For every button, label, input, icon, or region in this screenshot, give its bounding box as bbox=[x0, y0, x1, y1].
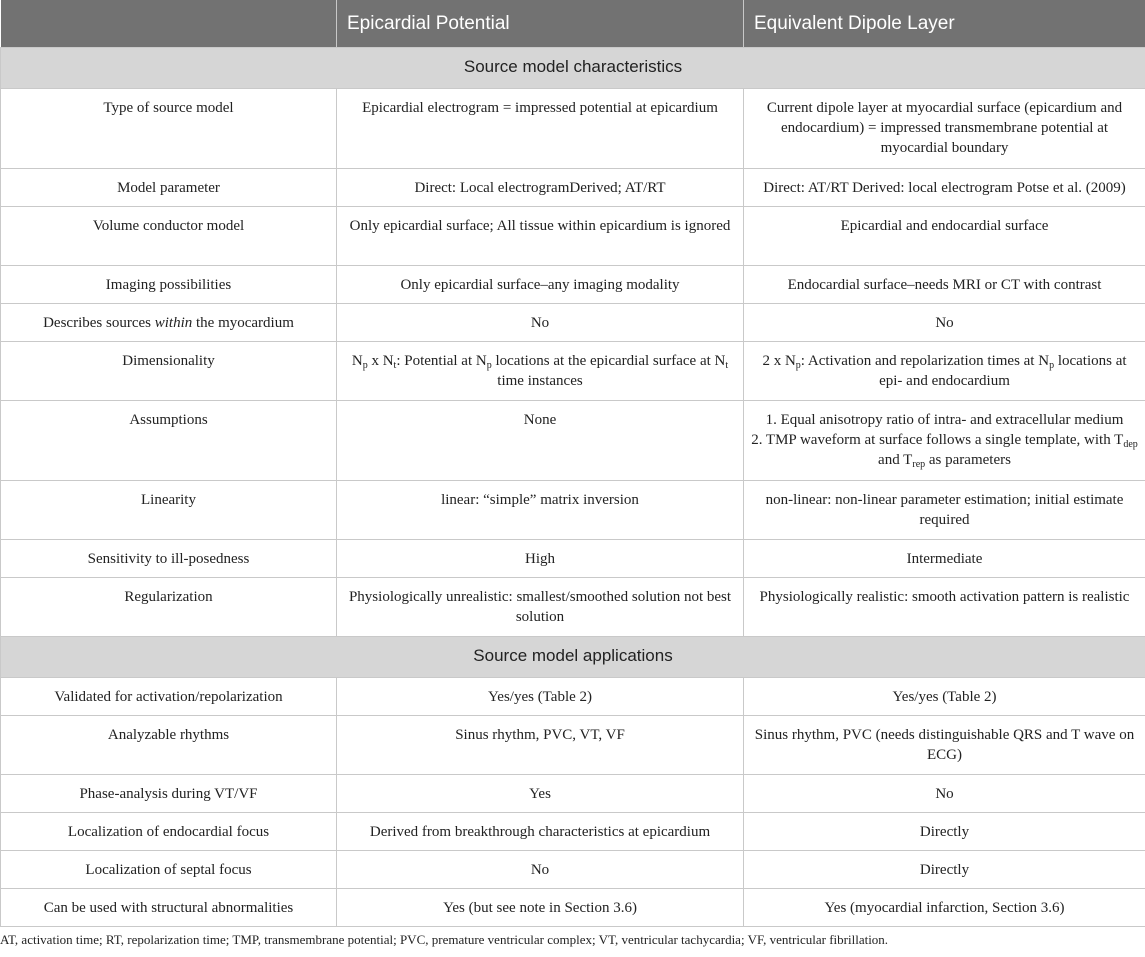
table-row bbox=[1, 716, 1145, 775]
row-label: Analyzable rhythms bbox=[1, 716, 337, 775]
table-row bbox=[1, 678, 1145, 716]
text-part: : Activation and repolarization times at N bbox=[800, 353, 1050, 369]
dipole-layer-cell: Directly bbox=[744, 851, 1145, 889]
text-part: 2 x N bbox=[762, 353, 796, 369]
dipole-layer-cell: non-linear: non-linear parameter estimation; initial estimate required bbox=[744, 481, 1145, 540]
table-row bbox=[1, 89, 1145, 169]
table-row bbox=[1, 775, 1145, 813]
epicardial-cell: Yes/yes (Table 2) bbox=[337, 678, 744, 716]
epicardial-cell: Only epicardial surface–any imaging modality bbox=[337, 266, 744, 304]
subscript: p bbox=[795, 360, 801, 371]
dipole-layer-cell: No bbox=[744, 775, 1145, 813]
dipole-layer-cell: Current dipole layer at myocardial surface (epicardium and endocardium) = impressed transmembrane potential at myocardial boundary bbox=[744, 89, 1145, 169]
epicardial-cell: No bbox=[337, 304, 744, 342]
dipole-layer-cell bbox=[744, 342, 1145, 401]
text-part: N bbox=[351, 353, 363, 369]
header-row bbox=[1, 0, 1145, 48]
dipole-layer-cell: Endocardial surface–needs MRI or CT with contrast bbox=[744, 266, 1145, 304]
row-label: Validated for activation/repolarization bbox=[1, 678, 337, 716]
row-label: Linearity bbox=[1, 481, 337, 540]
row-label: Model parameter bbox=[1, 169, 337, 207]
subscript: t bbox=[393, 360, 397, 371]
dipole-layer-cell: Sinus rhythm, PVC (needs distinguishable QRS and T wave on ECG) bbox=[744, 716, 1145, 775]
epicardial-cell: Yes (but see note in Section 3.6) bbox=[337, 889, 744, 927]
text-part: time instances bbox=[497, 373, 583, 389]
row-label: Can be used with structural abnormalities bbox=[1, 889, 337, 927]
label-italic: within bbox=[154, 315, 193, 331]
section-title: Source model applications bbox=[1, 637, 1145, 678]
epicardial-cell: Only epicardial surface; All tissue within epicardium is ignored bbox=[337, 207, 744, 266]
subscript: rep bbox=[912, 459, 926, 470]
epicardial-cell: linear: “simple” matrix inversion bbox=[337, 481, 744, 540]
table-footnote: AT, activation time; RT, repolarization time; TMP, transmembrane potential; PVC, premature ventricular complex; VT, ventricular tachycardia; VF, ventricular fibrillation. bbox=[0, 932, 889, 947]
header-epicardial-potential: Epicardial Potential bbox=[337, 0, 744, 48]
label-part: Describes sources bbox=[43, 315, 155, 331]
table-row bbox=[1, 207, 1145, 266]
assumption-2 bbox=[750, 430, 1139, 470]
dipole-layer-cell: Epicardial and endocardial surface bbox=[744, 207, 1145, 266]
table-row bbox=[1, 540, 1145, 578]
row-label: Sensitivity to ill-posedness bbox=[1, 540, 337, 578]
table-row bbox=[1, 304, 1145, 342]
row-label: Localization of endocardial focus bbox=[1, 813, 337, 851]
epicardial-cell: Direct: Local electrogramDerived; AT/RT bbox=[337, 169, 744, 207]
epicardial-cell bbox=[337, 342, 744, 401]
text-part: locations at epi- and endocardium bbox=[879, 353, 1127, 389]
table-row bbox=[1, 481, 1145, 540]
table-row bbox=[1, 813, 1145, 851]
row-label: Regularization bbox=[1, 578, 337, 637]
dipole-layer-cell: No bbox=[744, 304, 1145, 342]
text-part: x N bbox=[367, 353, 394, 369]
row-label: Type of source model bbox=[1, 89, 337, 169]
epicardial-cell: None bbox=[337, 401, 744, 481]
dipole-layer-cell bbox=[744, 401, 1145, 481]
dipole-layer-cell: Intermediate bbox=[744, 540, 1145, 578]
table-row bbox=[1, 342, 1145, 401]
row-label: Phase-analysis during VT/VF bbox=[1, 775, 337, 813]
text-part: : Potential at N bbox=[396, 353, 487, 369]
text-part: 2. TMP waveform at surface follows a single template, with T bbox=[751, 432, 1124, 448]
text-part: and T bbox=[878, 452, 913, 468]
text-part: as parameters bbox=[925, 452, 1011, 468]
epicardial-cell: No bbox=[337, 851, 744, 889]
dipole-layer-cell: Directly bbox=[744, 813, 1145, 851]
table-row bbox=[1, 851, 1145, 889]
text-part: locations at the epicardial surface at N bbox=[491, 353, 726, 369]
header-empty bbox=[1, 0, 337, 48]
subscript: t bbox=[725, 360, 729, 371]
table-row bbox=[1, 266, 1145, 304]
epicardial-cell: Yes bbox=[337, 775, 744, 813]
assumption-1: 1. Equal anisotropy ratio of intra- and extracellular medium bbox=[765, 412, 1124, 428]
dipole-layer-cell: Yes (myocardial infarction, Section 3.6) bbox=[744, 889, 1145, 927]
label-part: the myocardium bbox=[192, 315, 294, 331]
row-label: Imaging possibilities bbox=[1, 266, 337, 304]
dipole-layer-cell: Direct: AT/RT Derived: local electrogram Potse et al. (2009) bbox=[744, 169, 1145, 207]
subscript: dep bbox=[1123, 439, 1138, 450]
epicardial-cell: Physiologically unrealistic: smallest/smoothed solution not best solution bbox=[337, 578, 744, 637]
row-label: Assumptions bbox=[1, 401, 337, 481]
epicardial-cell: Epicardial electrogram = impressed potential at epicardium bbox=[337, 89, 744, 169]
epicardial-cell: Sinus rhythm, PVC, VT, VF bbox=[337, 716, 744, 775]
table-row bbox=[1, 169, 1145, 207]
table-row bbox=[1, 889, 1145, 927]
section-row-characteristics bbox=[1, 48, 1145, 89]
row-label: Volume conductor model bbox=[1, 207, 337, 266]
row-label: Dimensionality bbox=[1, 342, 337, 401]
row-label bbox=[1, 304, 337, 342]
dipole-layer-cell: Yes/yes (Table 2) bbox=[744, 678, 1145, 716]
section-row-applications bbox=[1, 637, 1145, 678]
table-row bbox=[1, 401, 1145, 481]
header-equivalent-dipole-layer: Equivalent Dipole Layer bbox=[744, 0, 1145, 48]
table-row bbox=[1, 578, 1145, 637]
epicardial-cell: High bbox=[337, 540, 744, 578]
subscript: p bbox=[486, 360, 492, 371]
subscript: p bbox=[1049, 360, 1055, 371]
row-label: Localization of septal focus bbox=[1, 851, 337, 889]
dipole-layer-cell: Physiologically realistic: smooth activation pattern is realistic bbox=[744, 578, 1145, 637]
subscript: p bbox=[362, 360, 368, 371]
section-title: Source model characteristics bbox=[1, 48, 1145, 89]
epicardial-cell: Derived from breakthrough characteristics at epicardium bbox=[337, 813, 744, 851]
